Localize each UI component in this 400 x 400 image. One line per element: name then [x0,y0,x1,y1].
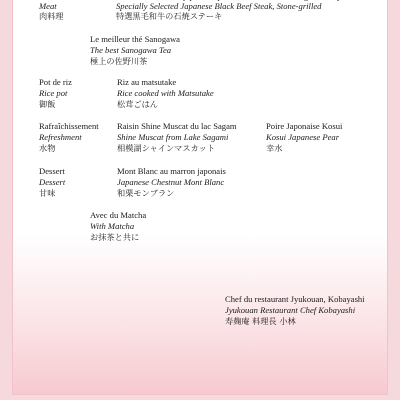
course-rice-fr: Pot de riz [39,77,72,87]
course-rice-en: Rice pot [39,88,68,98]
dish-rice-ja: 松茸ごはん [117,99,158,109]
dish-meat-en: Specially Selected Japanese Black Beef Steak, Stone-grilled [116,1,322,11]
dish-grape-fr: Raisin Shine Muscat du lac Sagam [117,121,237,131]
dish-rice-en: Rice cooked with Matsutake [117,88,214,98]
dish-meat-ja: 特選黒毛和牛の石焼ステーキ [116,11,223,21]
course-rice-ja: 御飯 [39,99,56,109]
dish-dessert-ja: 和栗モンブラン [117,188,175,198]
dish-pear-en: Kosui Japanese Pear [266,132,340,142]
course-refresh-fr: Rafraîchissement [39,121,99,131]
dish-tea-ja: 極上の佐野川茶 [90,56,148,66]
course-dessert-ja: 甘味 [39,188,56,198]
dish-rice-fr: Riz au matsutake [117,77,177,87]
course-meat-en: Meat [39,1,57,11]
dish-tea-fr: Le meilleur thé Sanogawa [90,34,180,44]
dish-tea-en: The best Sanogawa Tea [90,45,172,55]
dish-grape-en: Shine Muscat from Lake Sagami [117,132,229,142]
chef-signature-en: Jyukouan Restaurant Chef Kobayashi [225,305,356,315]
course-refresh-ja: 水物 [39,143,56,153]
dish-matcha-ja: お抹茶と共に [90,232,140,242]
dish-matcha-fr: Avec du Matcha [90,210,147,220]
dish-dessert-fr: Mont Blanc au marron japonais [117,166,226,176]
course-dessert-en: Dessert [39,177,66,187]
chef-signature-ja: 寿麹庵 料理長 小林 [225,316,296,326]
course-dessert-fr: Dessert [39,166,65,176]
course-refresh-en: Refreshment [39,132,82,142]
dish-grape-ja: 相模湖シャインマスカット [117,143,216,153]
chef-signature-fr: Chef du restaurant Jyukouan, Kobayashi [225,294,365,304]
dish-dessert-en: Japanese Chestnut Mont Blanc [117,177,225,187]
course-meat-ja: 肉料理 [39,11,64,21]
dish-pear-ja: 幸水 [266,143,283,153]
menu-card [12,0,388,395]
dish-pear-fr: Poire Japonaise Kosui [266,121,343,131]
dish-matcha-en: With Matcha [90,221,135,231]
